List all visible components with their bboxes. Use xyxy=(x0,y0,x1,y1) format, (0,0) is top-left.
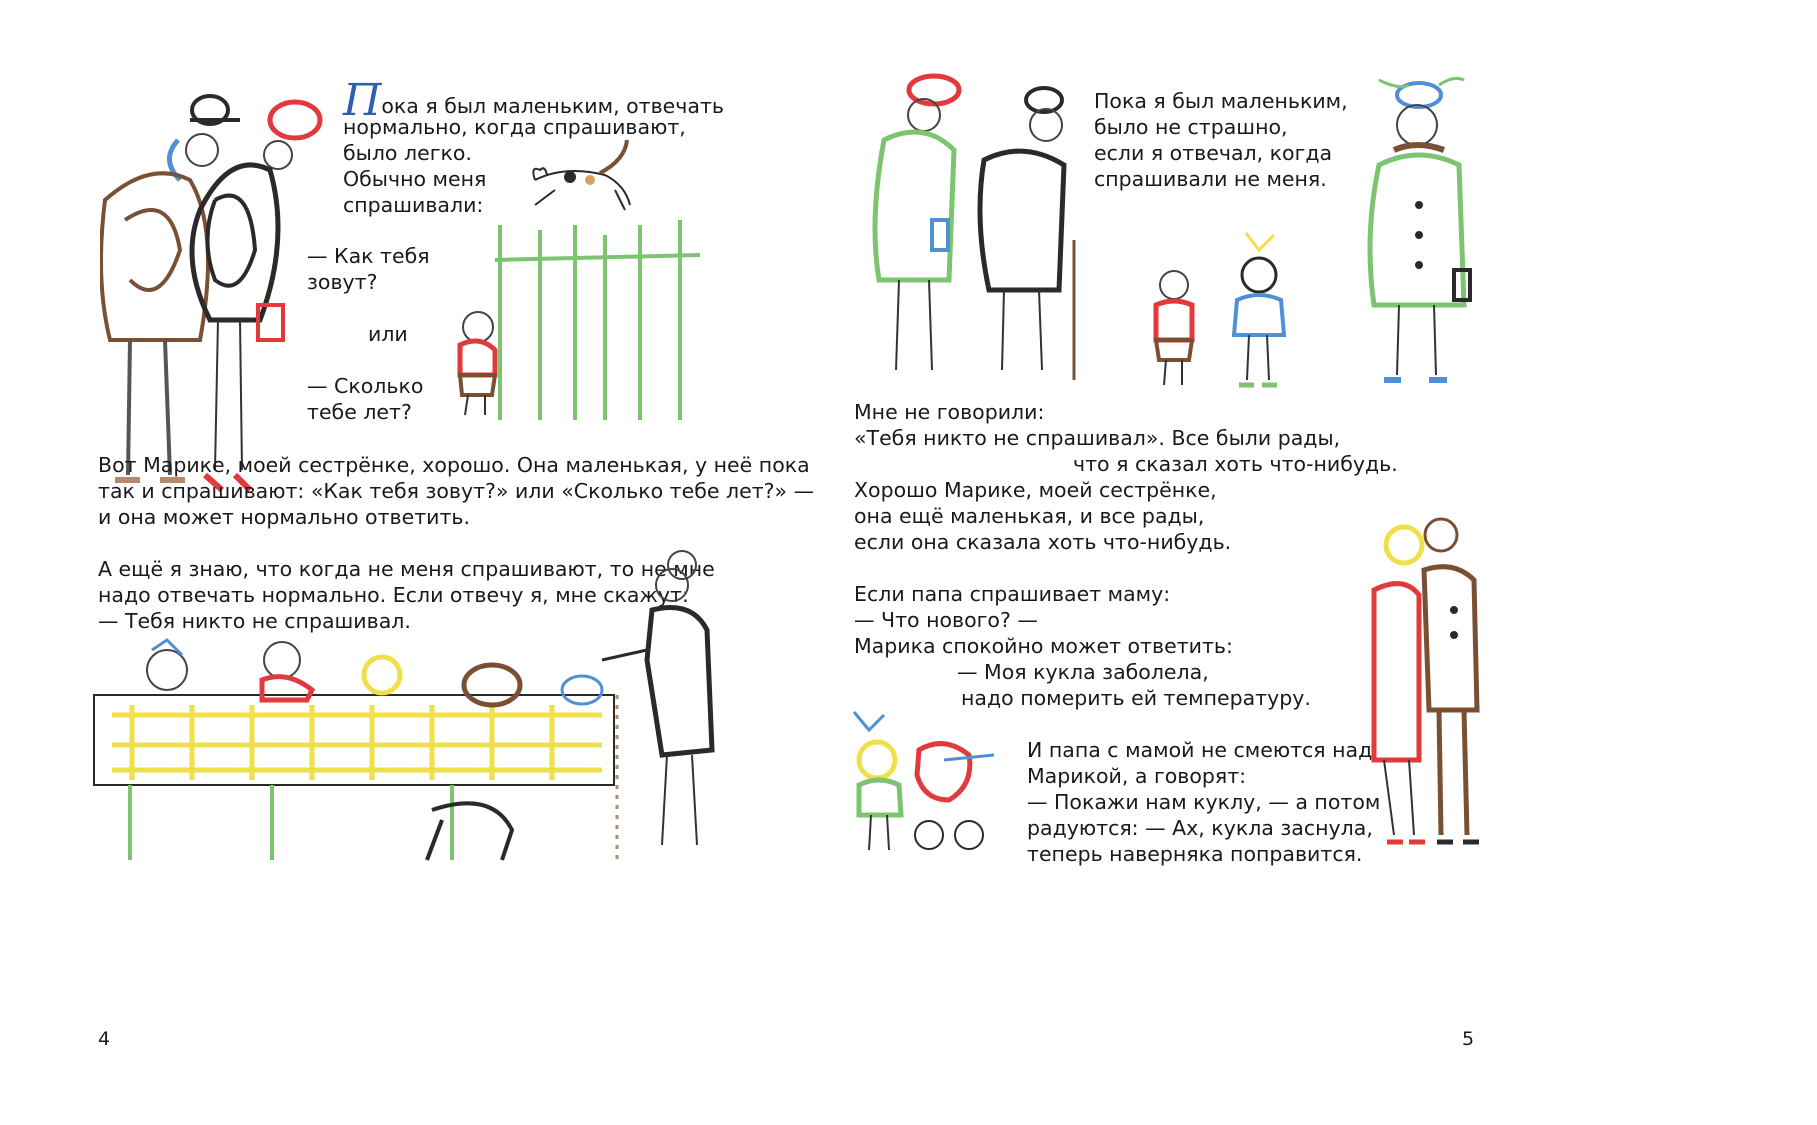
paragraph-1-line-3: было легко. xyxy=(343,141,472,165)
right-paragraph-4-line-3: — Покажи нам куклу, — а потом xyxy=(1027,790,1381,814)
paragraph-1-line-5: спрашивали: xyxy=(343,193,484,217)
illustration-girl-with-pram xyxy=(849,700,1049,865)
paragraph-2-line-1: Вот Марике, моей сестрёнке, хорошо. Она маленькая, у неё пока xyxy=(98,453,810,477)
illustration-adults-with-lanterns xyxy=(864,70,1094,390)
paragraph-1-line-4: Обычно меня xyxy=(343,167,487,191)
right-paragraph-4-line-1: И папа с мамой не смеются над xyxy=(1027,738,1373,762)
right-paragraph-2-line-5: она ещё маленькая, и все рады, xyxy=(854,504,1205,528)
right-paragraph-2-line-2: «Тебя никто не спрашивал». Все были рады, xyxy=(854,426,1341,450)
paragraph-1-line-2: нормально, когда спрашивают, xyxy=(343,115,686,139)
paragraph-3-line-1: А ещё я знаю, что когда не меня спрашивают, то не мне xyxy=(98,557,715,581)
right-paragraph-3-line-1: Если папа спрашивает маму: xyxy=(854,582,1171,606)
right-page xyxy=(854,0,1817,1125)
illustration-cat xyxy=(515,135,640,215)
or-word: или xyxy=(368,322,408,346)
question-2-line-1: — Сколько xyxy=(307,374,424,398)
right-paragraph-3-line-3: Марика спокойно может ответить: xyxy=(854,634,1233,658)
right-paragraph-2-line-6: если она сказала хоть что-нибудь. xyxy=(854,530,1232,554)
right-paragraph-3-line-2: — Что нового? — xyxy=(854,608,1038,632)
right-paragraph-1-line-3: если я отвечал, когда xyxy=(1094,141,1333,165)
illustration-woman-green-coat xyxy=(1339,75,1489,395)
drop-cap-initial: П xyxy=(343,75,382,126)
right-paragraph-2-line-1: Мне не говорили: xyxy=(854,400,1045,424)
right-paragraph-3-line-4: — Моя кукла заболела, xyxy=(957,660,1209,684)
illustration-two-children xyxy=(1134,225,1304,395)
paragraph-2-line-2: так и спрашивают: «Как тебя зовут?» или «Сколько тебе лет?» — xyxy=(98,479,815,503)
right-paragraph-1-line-2: было не страшно, xyxy=(1094,115,1288,139)
question-1-line-1: — Как тебя xyxy=(307,244,430,268)
right-paragraph-3-line-5: надо померить ей температуру. xyxy=(961,686,1311,710)
page-number-left: 4 xyxy=(98,1028,111,1050)
left-page xyxy=(0,0,908,1125)
illustration-boy-at-fence xyxy=(440,215,720,425)
right-paragraph-4-line-5: теперь наверняка поправится. xyxy=(1027,842,1363,866)
paragraph-3-line-2: надо отвечать нормально. Если отвечу я, мне скажут: xyxy=(98,583,689,607)
right-paragraph-1-line-4: спрашивали не меня. xyxy=(1094,167,1327,191)
question-1-line-2: зовут? xyxy=(307,270,378,294)
page-number-right: 5 xyxy=(1462,1028,1475,1050)
right-paragraph-4-line-2: Марикой, а говорят: xyxy=(1027,764,1247,788)
paragraph-1-line-1-text: ока я был маленьким, отвечать xyxy=(381,94,724,118)
right-paragraph-2-line-3: что я сказал хоть что-нибудь. xyxy=(1073,452,1398,476)
right-paragraph-4-line-4: радуются: — Ах, кукла заснула, xyxy=(1027,816,1373,840)
paragraph-2-line-3: и она может нормально ответить. xyxy=(98,505,471,529)
right-paragraph-2-line-4: Хорошо Марике, моей сестрёнке, xyxy=(854,478,1217,502)
question-2-line-2: тебе лет? xyxy=(307,400,412,424)
illustration-table-with-children xyxy=(92,530,732,870)
right-paragraph-1-line-1: Пока я был маленьким, xyxy=(1094,89,1348,113)
paragraph-3-line-3: — Тебя никто не спрашивал. xyxy=(98,609,411,633)
